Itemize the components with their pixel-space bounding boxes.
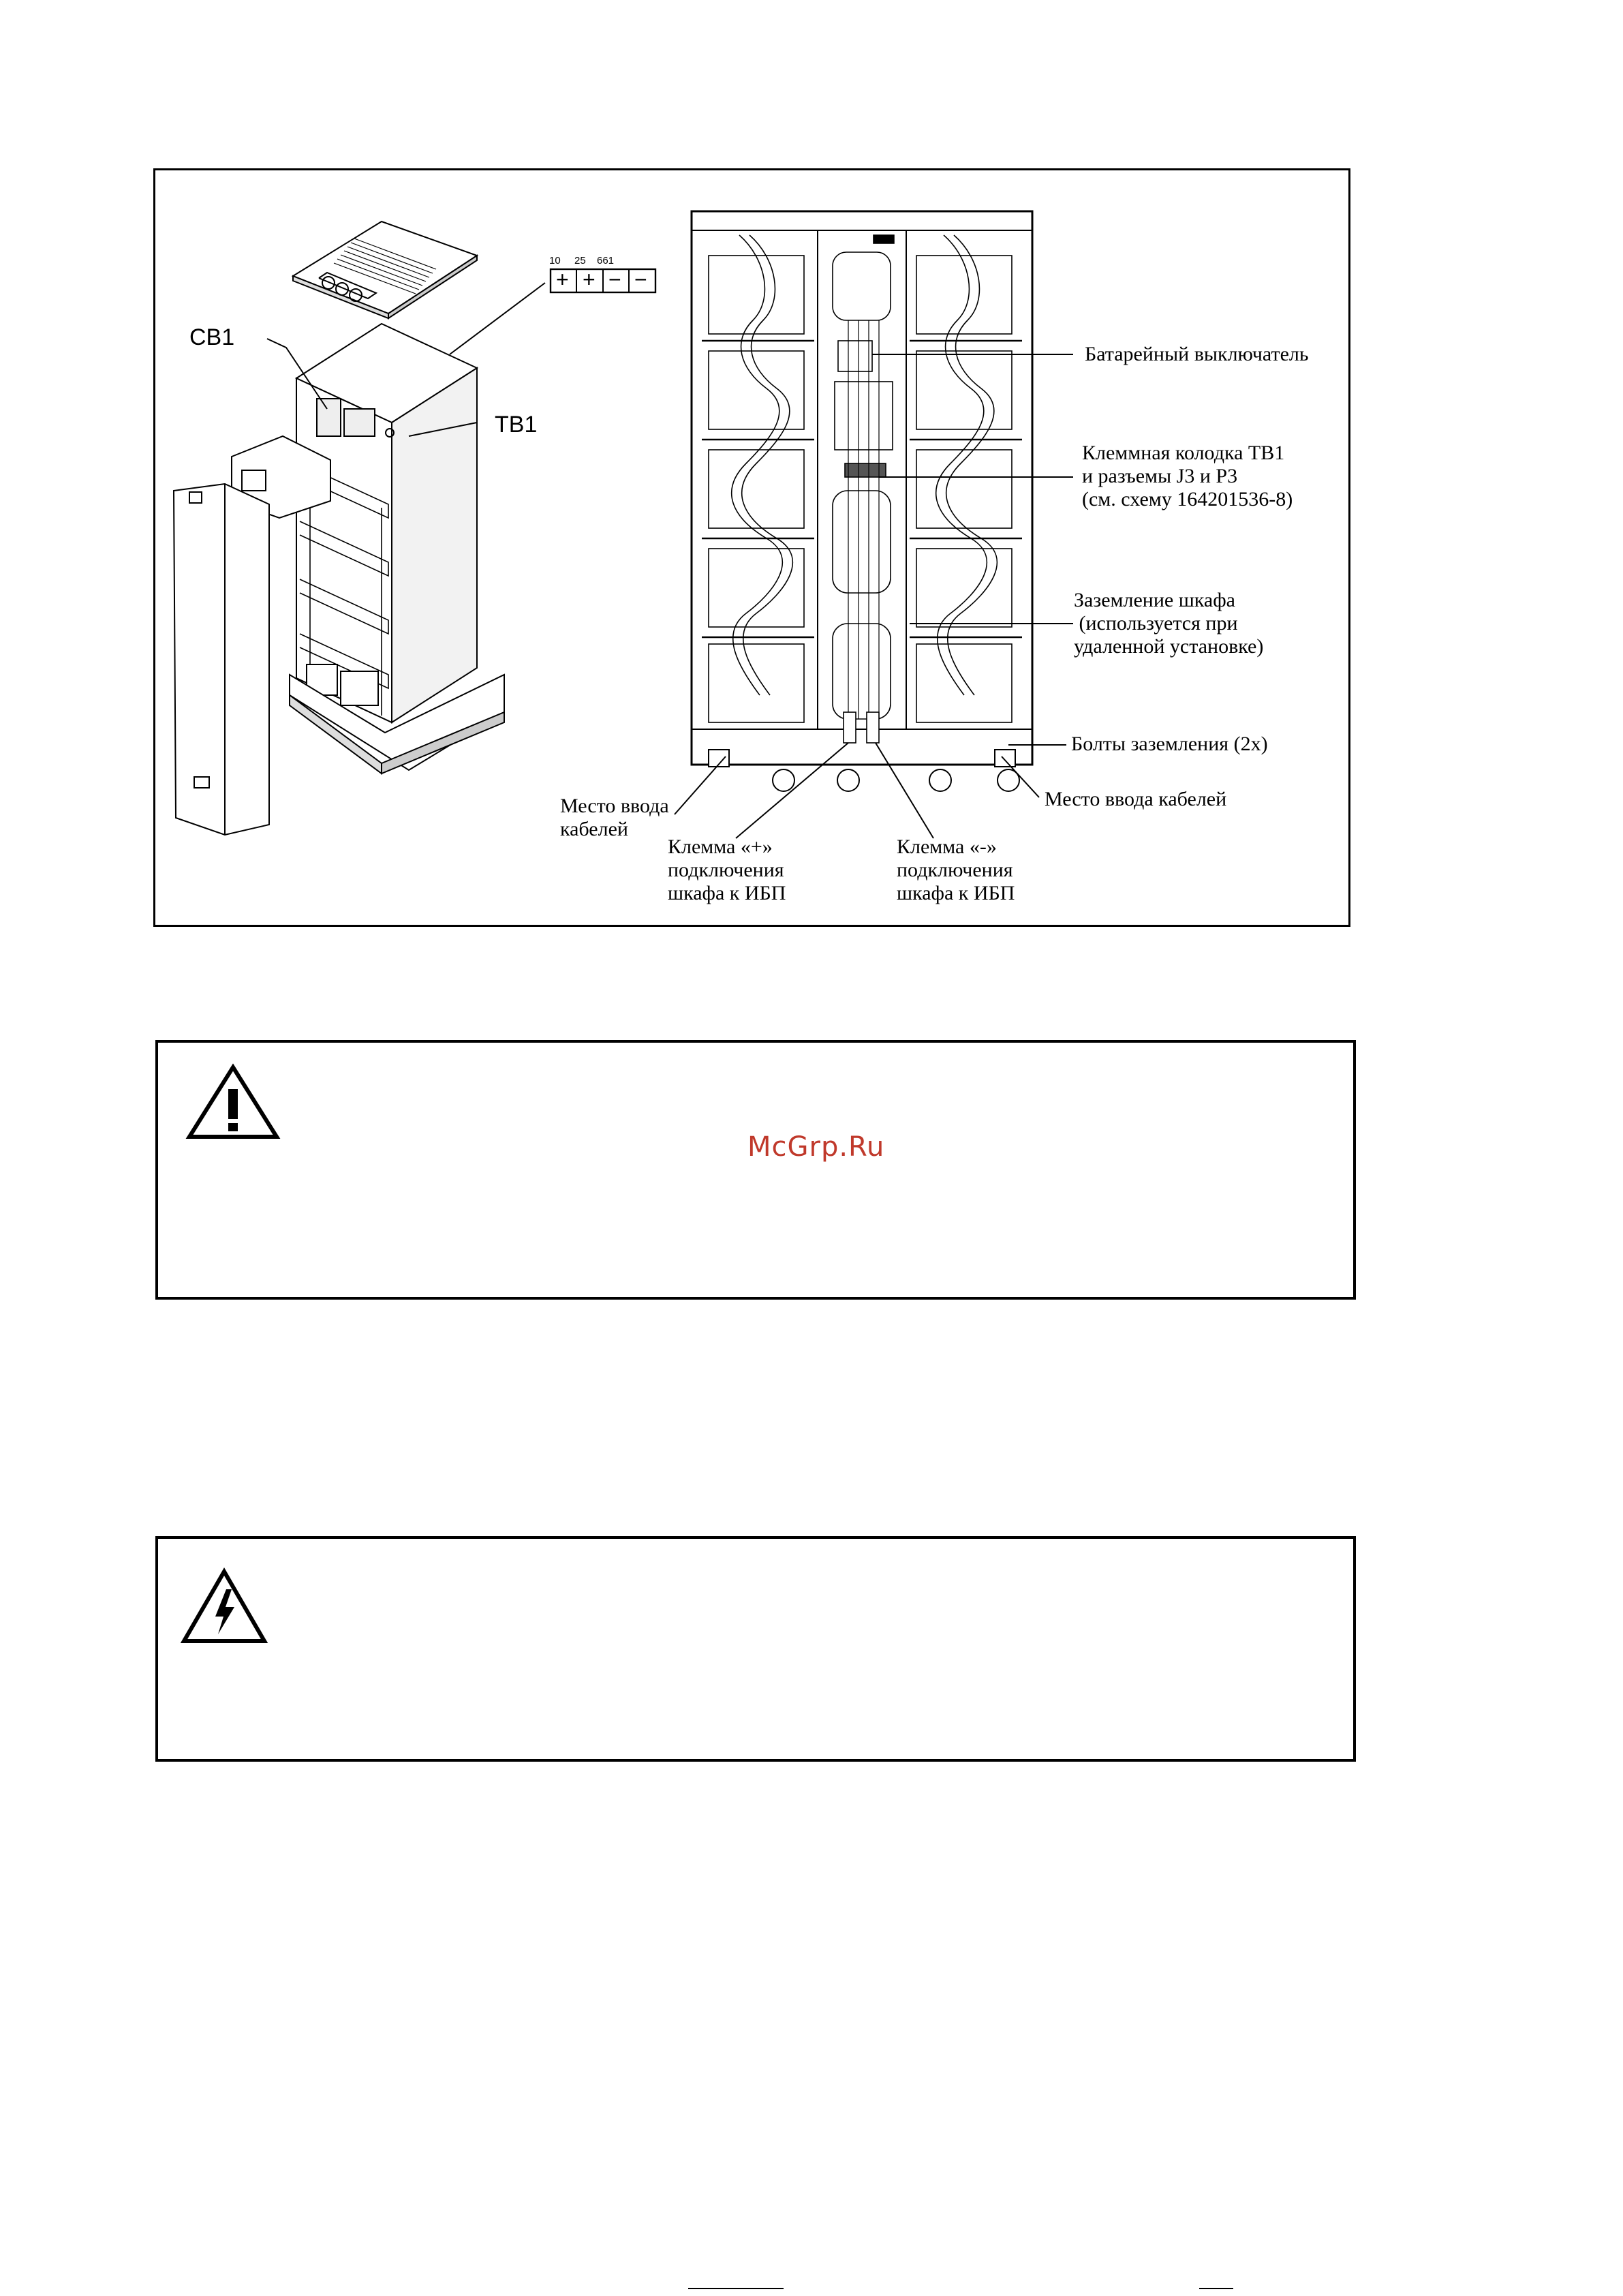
callout-minus-terminal: Клемма «-» подключения шкафа к ИБП bbox=[897, 836, 1015, 904]
terminal-number: 25 bbox=[574, 255, 586, 266]
callout-plus-terminal: Клемма «+» подключения шкафа к ИБП bbox=[668, 836, 786, 904]
terminal-sign: − bbox=[608, 267, 621, 292]
watermark-text: McGrp.Ru bbox=[747, 1131, 885, 1163]
callout-cabinet-ground: Заземление шкафа (используется при удаленной установке) bbox=[1074, 589, 1264, 658]
warning-triangle-icon bbox=[185, 1063, 281, 1142]
terminal-number: 10 bbox=[549, 255, 561, 266]
terminal-sign: + bbox=[583, 267, 596, 292]
front-view-cabinet bbox=[675, 211, 1073, 838]
high-voltage-icon bbox=[180, 1567, 268, 1646]
terminal-sign: − bbox=[634, 267, 647, 292]
footer-rule bbox=[0, 2286, 1623, 2291]
right-battery-column bbox=[910, 235, 1022, 722]
callout-cable-entry-left: Место ввода кабелей bbox=[560, 795, 669, 840]
terminal-sign: + bbox=[556, 267, 569, 292]
callout-cable-entry-right: Место ввода кабелей bbox=[1045, 788, 1227, 810]
tb1-label: TB1 bbox=[495, 412, 538, 438]
cabinet-door bbox=[174, 484, 269, 835]
danger-box bbox=[155, 1536, 1356, 1762]
top-vent-panel bbox=[293, 221, 477, 318]
warning-box bbox=[155, 1040, 1356, 1300]
cb1-label: CB1 bbox=[189, 324, 235, 350]
terminal-number: 661 bbox=[597, 255, 615, 266]
terminal-strip-leader bbox=[450, 283, 545, 354]
isometric-cabinet bbox=[174, 221, 655, 835]
callout-battery-switch: Батарейный выключатель bbox=[1085, 343, 1309, 365]
callout-ground-bolts: Болты заземления (2x) bbox=[1071, 733, 1268, 755]
cabinet-body bbox=[296, 324, 477, 722]
left-battery-column bbox=[702, 235, 814, 722]
callout-terminal-block: Клеммная колодка TB1 и разъемы J3 и P3 (см. схему 164201536-8) bbox=[1082, 442, 1293, 510]
cabinet-illustration bbox=[0, 0, 1623, 954]
